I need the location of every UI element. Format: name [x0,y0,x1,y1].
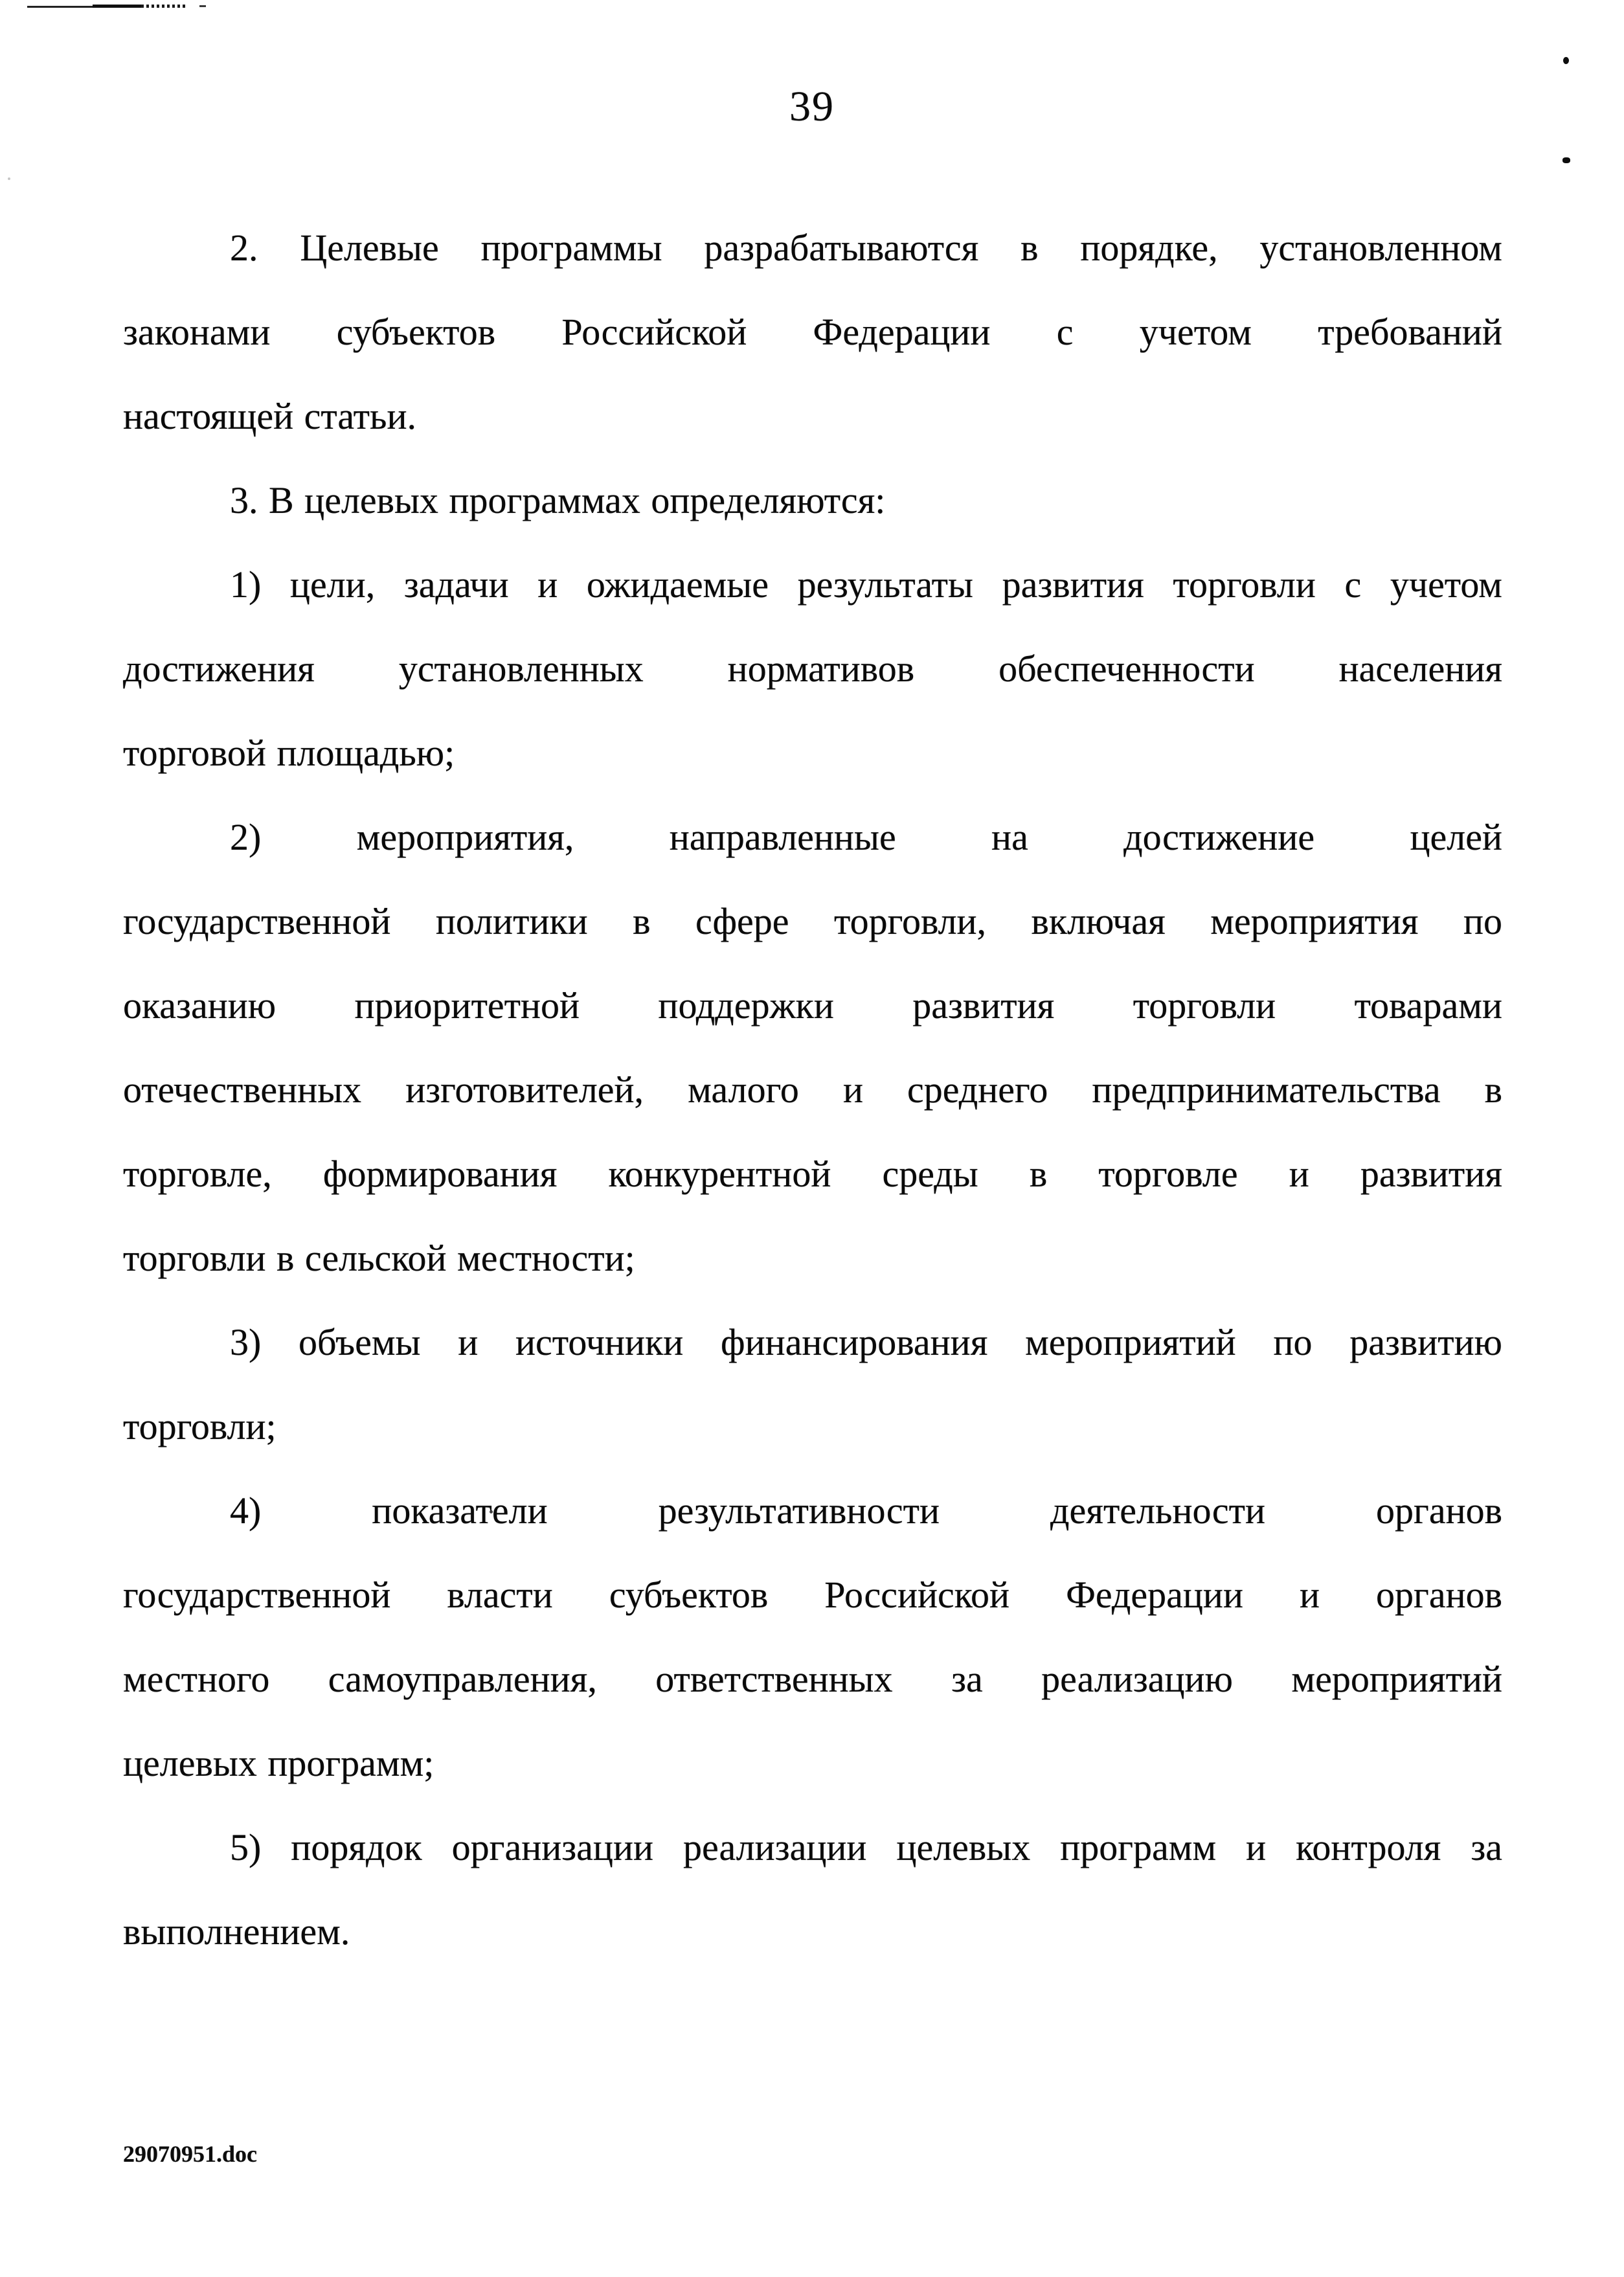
scan-artifact-line [27,6,93,8]
scan-artifact-line [199,5,206,7]
text-line: выполнением. [123,1910,350,1953]
document-body [123,206,1502,1974]
text-line: торговли; [123,1405,276,1447]
text-line: законами субъектов Российской Федерации с учетом требований [123,311,1502,353]
text-line: 2. Целевые программы разрабатываются в порядке, установленном [230,227,1502,269]
text-line: торговой площадью; [123,732,455,774]
text-line: 3) объемы и источники финансирования мероприятий по развитию [230,1321,1502,1363]
footer-filename: 29070951.doc [123,2141,257,2167]
scan-artifact-dashed-line [141,5,188,8]
text-line: 4) показатели результативности деятельности органов [230,1490,1502,1532]
text-line: 1) цели, задачи и ожидаемые результаты развития торговли с учетом [230,563,1502,606]
text-line: оказанию приоритетной поддержки развития торговли товарами [123,984,1502,1026]
text-line: 3. В целевых программах определяются: [230,479,886,521]
text-line: местного самоуправления, ответственных за реализацию мероприятий [123,1658,1502,1700]
scan-artifact-dot [1562,157,1570,163]
scan-artifact-speck [8,177,10,180]
text-line: 5) порядок организации реализации целевых программ и контроля за [230,1826,1502,1868]
text-line: государственной власти субъектов Российской Федерации и органов [123,1574,1502,1616]
text-line: достижения установленных нормативов обеспеченности населения [123,648,1502,690]
text-line: государственной политики в сфере торговли, включая мероприятия по [123,900,1502,942]
text-line: настоящей статьи. [123,395,417,437]
text-line: 2) мероприятия, направленные на достижение целей [230,816,1502,858]
text-line: торговле, формирования конкурентной среды в торговле и развития [123,1153,1502,1195]
scan-artifact-line [93,5,141,8]
text-line: торговли в сельской местности; [123,1237,635,1279]
scan-artifact-dot [1563,57,1569,64]
text-line: целевых программ; [123,1742,434,1784]
page-number: 39 [789,83,835,130]
text-line: отечественных изготовителей, малого и среднего предпринимательства в [123,1069,1502,1111]
